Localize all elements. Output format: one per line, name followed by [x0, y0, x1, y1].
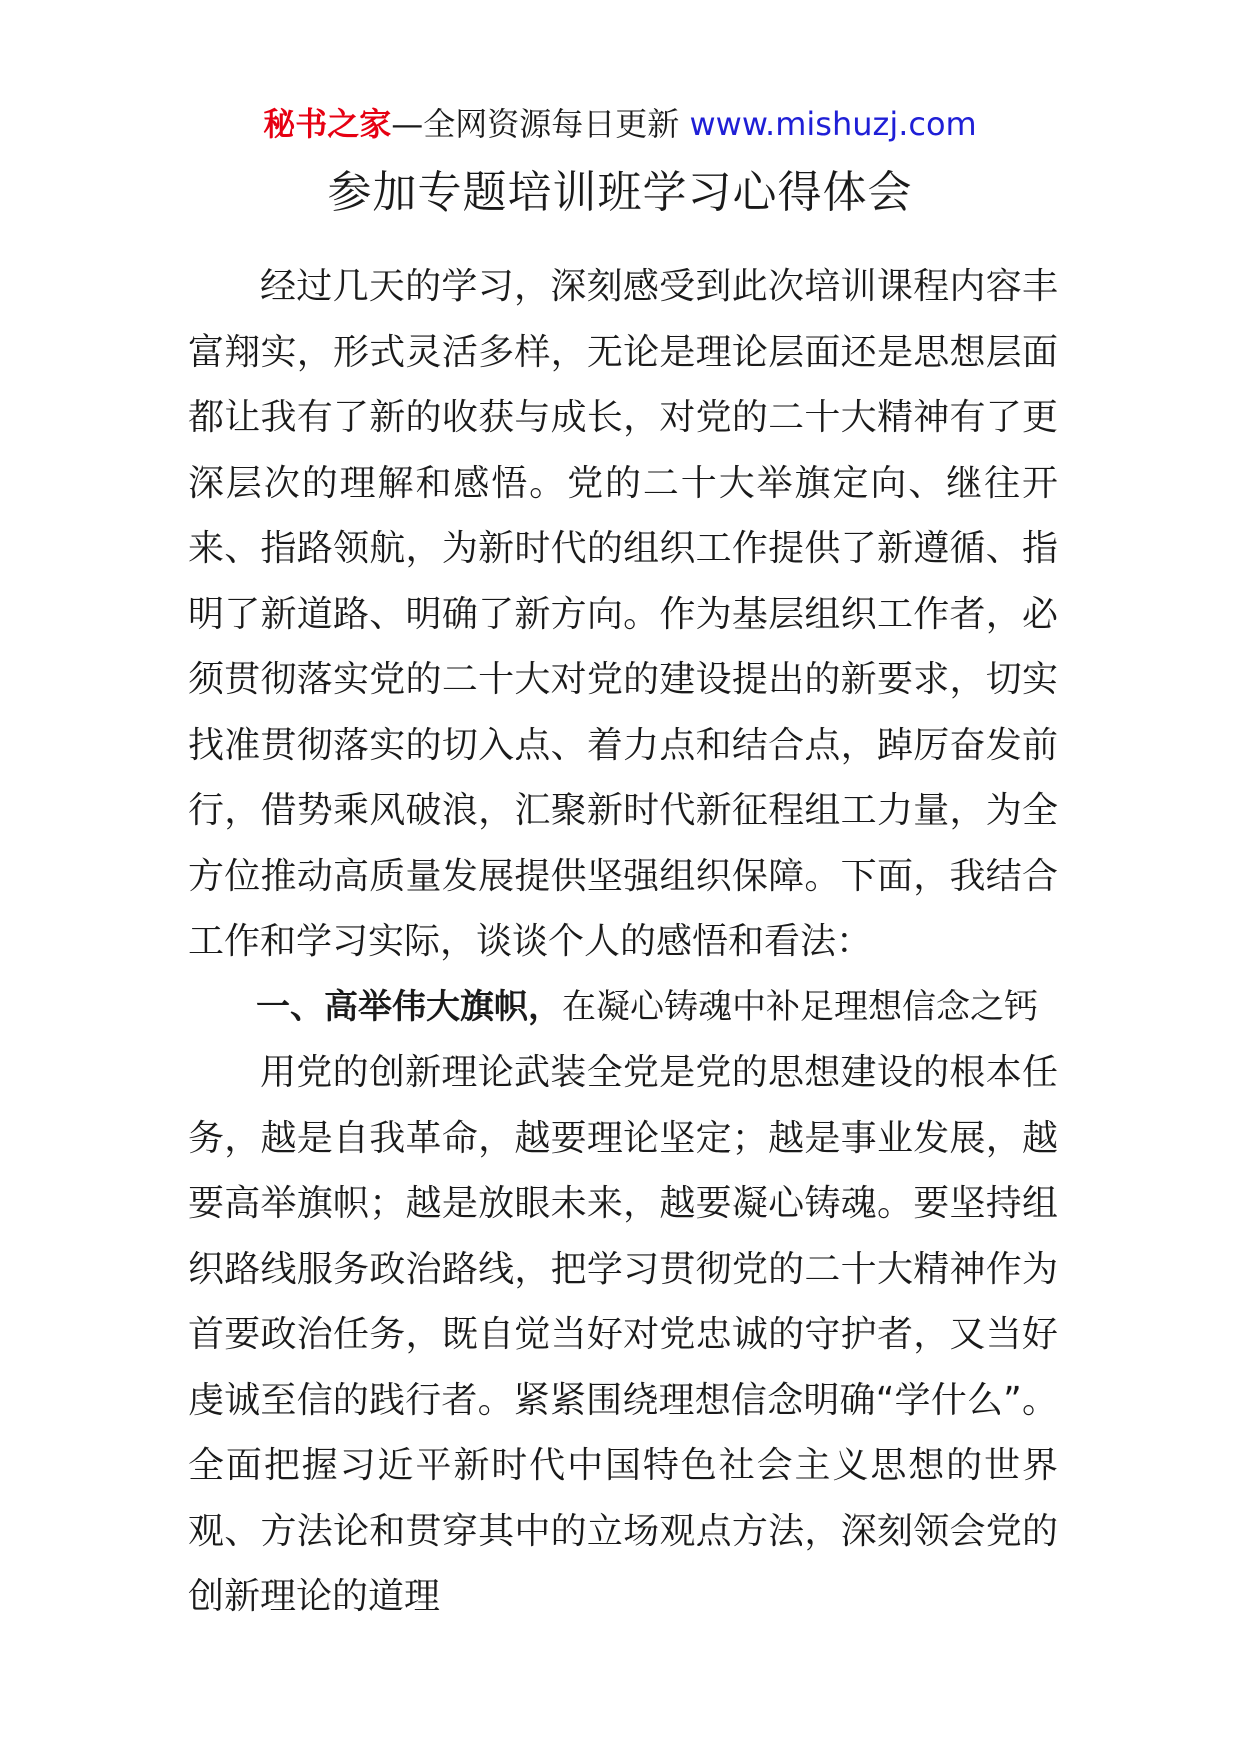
- site-header: [0, 100, 1240, 148]
- section-heading-lead: 一、高举伟大旗帜，: [256, 986, 562, 1027]
- section-paragraph: 用党的创新理论武装全党是党的思想建设的根本任务，越是自我革命，越要理论坚定；越是事业发展，越要高举旗帜；越是放眼未来，越要凝心铸魂。要坚持组织路线服务政治路线，把学习贯彻党的二十大精神作为首要政治任务，既自觉当好对党忠诚的守护者，又当好虔诚至信的践行者。紧紧围绕理想信念明确“学什么”。全面把握习近平新时代中国特色社会主义思想的世界观、方法论和贯穿其中的立场观点方法，深刻领会党的创新理论的道理: [188, 1052, 1058, 1617]
- document-body: [188, 254, 1058, 1630]
- site-url-link[interactable]: www.mishuzj.com: [689, 105, 977, 143]
- section-heading-rest: 在凝心铸魂中补足理想信念之钙: [562, 986, 1038, 1027]
- section-heading: [188, 975, 1058, 1041]
- document-title: 参加专题培训班学习心得体会: [327, 167, 913, 218]
- intro-paragraph: 经过几天的学习，深刻感受到此次培训课程内容丰富翔实，形式灵活多样，无论是理论层面还是思想层面都让我有了新的收获与成长，对党的二十大精神有了更深层次的理解和感悟。党的二十大举旗定向、继往开来、指路领航，为新时代的组织工作提供了新遵循、指明了新道路、明确了新方向。作为基层组织工作者，必须贯彻落实党的二十大对党的建设提出的新要求，切实找准贯彻落实的切入点、着力点和结合点，踔厉奋发前行，借势乘风破浪，汇聚新时代新征程组工力量，为全方位推动高质量发展提供坚强组织保障。下面，我结合工作和学习实际，谈谈个人的感悟和看法：: [188, 266, 1058, 962]
- brand-name: 秘书之家: [263, 105, 392, 143]
- header-slogan: —全网资源每日更新: [391, 105, 690, 143]
